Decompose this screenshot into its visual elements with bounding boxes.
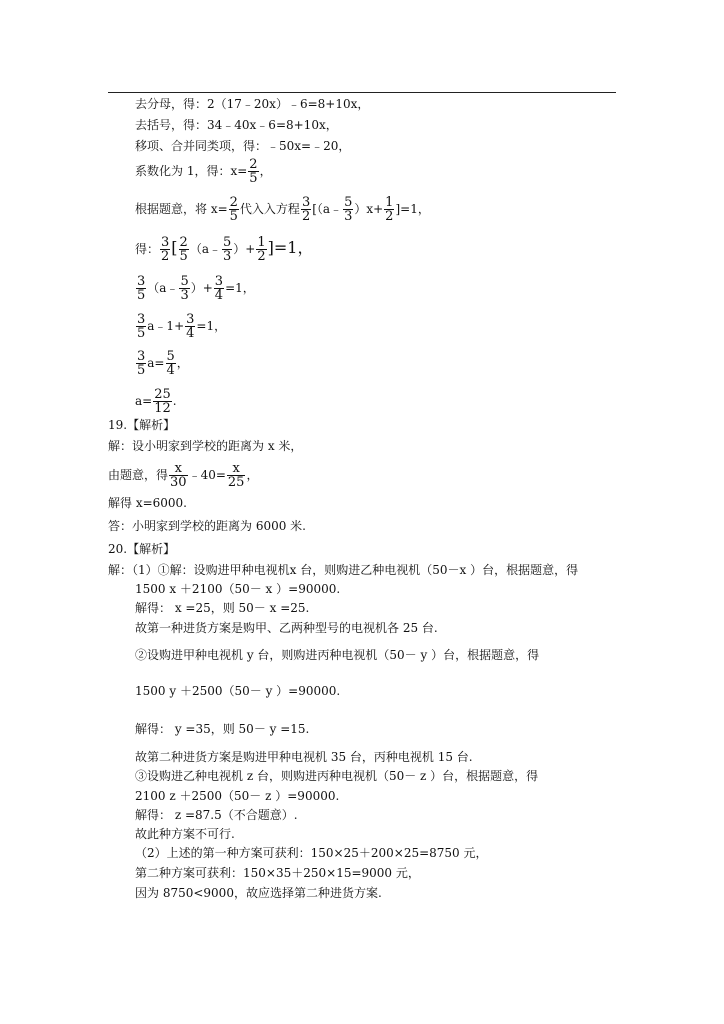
denominator: 12 xyxy=(154,401,171,416)
numerator: 2 xyxy=(179,235,188,250)
denominator: 5 xyxy=(137,288,146,303)
text: 代入入方程 xyxy=(239,202,300,216)
numerator: 3 xyxy=(161,235,170,250)
text: 根据题意，将 x= xyxy=(135,202,228,216)
denominator: 4 xyxy=(214,288,224,303)
numerator: 5 xyxy=(180,274,189,289)
text: ﹣40= xyxy=(188,468,226,482)
q20-line-11: 解得： z =87.5（不合题意）. xyxy=(135,808,298,822)
numerator: 1 xyxy=(257,235,266,250)
q20-line-8: 故第二种进货方案是购进甲种电视机 35 台，丙种电视机 15 台. xyxy=(135,750,473,764)
q20-line-14: 第二种方案可获利：150×35＋250×15=9000 元， xyxy=(135,866,420,880)
fraction xyxy=(214,275,224,302)
text: ）x+ xyxy=(354,202,384,216)
numerator: 3 xyxy=(301,195,311,210)
text: ）+ xyxy=(233,242,256,256)
numerator: x xyxy=(232,461,240,476)
text: =1， xyxy=(196,319,227,333)
step-simplify-2 xyxy=(135,313,226,340)
numerator: x xyxy=(174,461,182,476)
text: ）+ xyxy=(190,281,213,295)
text: （a﹣ xyxy=(189,242,221,256)
q20-line-15: 因为 8750<9000，故应选择第二种进货方案. xyxy=(135,886,382,900)
text: . xyxy=(172,394,177,408)
q20-line-6: 1500 y ＋2500（50－ y ）=90000. xyxy=(135,684,341,698)
fraction xyxy=(136,350,146,377)
text: a= xyxy=(147,356,165,370)
fraction xyxy=(185,313,195,340)
step-coefficient xyxy=(135,158,272,185)
fraction xyxy=(343,196,353,223)
text: （a﹣ xyxy=(147,281,179,295)
numerator: 2 xyxy=(229,195,238,210)
q20-line-1: 解：（1）①解：设购进甲种电视机x 台，则购进乙种电视机（50－x ）台，根据题意，得 xyxy=(108,563,579,577)
step-substitute xyxy=(135,196,430,223)
question-19-heading: 19.【解析】 xyxy=(108,418,176,432)
step-remove-brackets: 去括号，得：34﹣40x﹣6=8+10x， xyxy=(135,118,338,132)
text: a﹣1+ xyxy=(147,319,185,333)
q19-line-3: 解得 x=6000. xyxy=(108,496,187,510)
fraction xyxy=(384,196,394,223)
fraction xyxy=(136,275,146,302)
numerator: 1 xyxy=(385,195,394,210)
fraction xyxy=(179,275,189,302)
q20-line-10: 2100 z ＋2500（50－ z ）=90000. xyxy=(135,789,340,803)
denominator: 2 xyxy=(257,249,266,264)
denominator: 3 xyxy=(180,288,189,303)
header-rule xyxy=(108,92,616,93)
q20-line-5: ②设购进甲种电视机 y 台，则购进丙种电视机（50－ y ）台，根据题意，得 xyxy=(135,648,540,662)
numerator: 3 xyxy=(186,312,195,327)
q20-line-13: （2）上述的第一种方案可获利：150×25＋200×25=8750 元， xyxy=(135,846,488,860)
step-result xyxy=(135,388,177,415)
denominator: 25 xyxy=(227,475,245,490)
numerator: 5 xyxy=(344,195,353,210)
denominator: 4 xyxy=(186,326,195,341)
numerator: 25 xyxy=(154,387,171,402)
fraction xyxy=(227,462,246,489)
denominator: 30 xyxy=(170,475,187,490)
numerator: 3 xyxy=(137,274,146,289)
q20-line-12: 故此种方案不可行. xyxy=(135,827,235,841)
q20-line-9: ③设购进乙种电视机 z 台，则购进丙种电视机（50－ z ）台，根据题意，得 xyxy=(135,769,539,783)
step-get xyxy=(135,236,313,263)
q20-line-2: 1500 x ＋2100（50－ x ）=90000. xyxy=(135,582,341,596)
numerator: 3 xyxy=(137,349,146,364)
text: ， xyxy=(176,356,189,370)
q19-answer: 答：小明家到学校的距离为 6000 米. xyxy=(108,519,306,533)
denominator: 5 xyxy=(229,209,238,224)
text: [（a﹣ xyxy=(312,202,343,216)
text: 系数化为 1，得：x= xyxy=(135,164,248,178)
denominator: 5 xyxy=(179,249,188,264)
denominator: 2 xyxy=(161,249,170,264)
fraction xyxy=(301,196,311,223)
denominator: 2 xyxy=(301,209,311,224)
numerator: 3 xyxy=(137,312,146,327)
fraction xyxy=(160,236,170,263)
fraction xyxy=(169,462,188,489)
text: ]=1， xyxy=(267,238,314,257)
fraction xyxy=(256,236,266,263)
step-simplify-3 xyxy=(135,350,189,377)
fraction xyxy=(153,388,172,415)
fraction xyxy=(229,196,239,223)
q19-line-1: 解：设小明家到学校的距离为 x 米， xyxy=(108,439,303,453)
text: =1， xyxy=(225,281,255,295)
fraction xyxy=(248,158,258,185)
denominator: 3 xyxy=(222,249,232,264)
q20-line-7: 解得： y =35，则 50－ y =15. xyxy=(135,722,310,736)
numerator: 3 xyxy=(214,274,224,289)
text: ， xyxy=(246,468,259,482)
question-20-heading: 20.【解析】 xyxy=(108,542,176,556)
denominator: 3 xyxy=(344,209,353,224)
numerator: 2 xyxy=(249,157,258,172)
text: 得： xyxy=(135,242,160,256)
denominator: 4 xyxy=(166,363,175,378)
denominator: 5 xyxy=(137,326,146,341)
fraction xyxy=(166,350,176,377)
text: 由题意，得 xyxy=(108,468,169,482)
numerator: 5 xyxy=(222,235,232,250)
numerator: 5 xyxy=(166,349,175,364)
text: [ xyxy=(171,238,178,257)
denominator: 5 xyxy=(249,171,258,186)
text: ]=1， xyxy=(395,202,430,216)
fraction xyxy=(179,236,189,263)
step-combine-terms: 移项、合并同类项，得：﹣50x=﹣20， xyxy=(135,139,351,153)
fraction xyxy=(222,236,232,263)
step-remove-denominator: 去分母，得：2（17﹣20x）﹣6=8+10x， xyxy=(135,97,370,111)
q20-line-4: 故第一种进货方案是购甲、乙两种型号的电视机各 25 台. xyxy=(135,621,438,635)
text: ， xyxy=(259,164,272,178)
q19-equation xyxy=(108,462,258,489)
denominator: 2 xyxy=(385,209,394,224)
step-simplify-1 xyxy=(135,275,255,302)
denominator: 5 xyxy=(137,363,146,378)
text: a= xyxy=(135,394,153,408)
fraction xyxy=(136,313,146,340)
q20-line-3: 解得： x =25，则 50－ x =25. xyxy=(135,601,310,615)
